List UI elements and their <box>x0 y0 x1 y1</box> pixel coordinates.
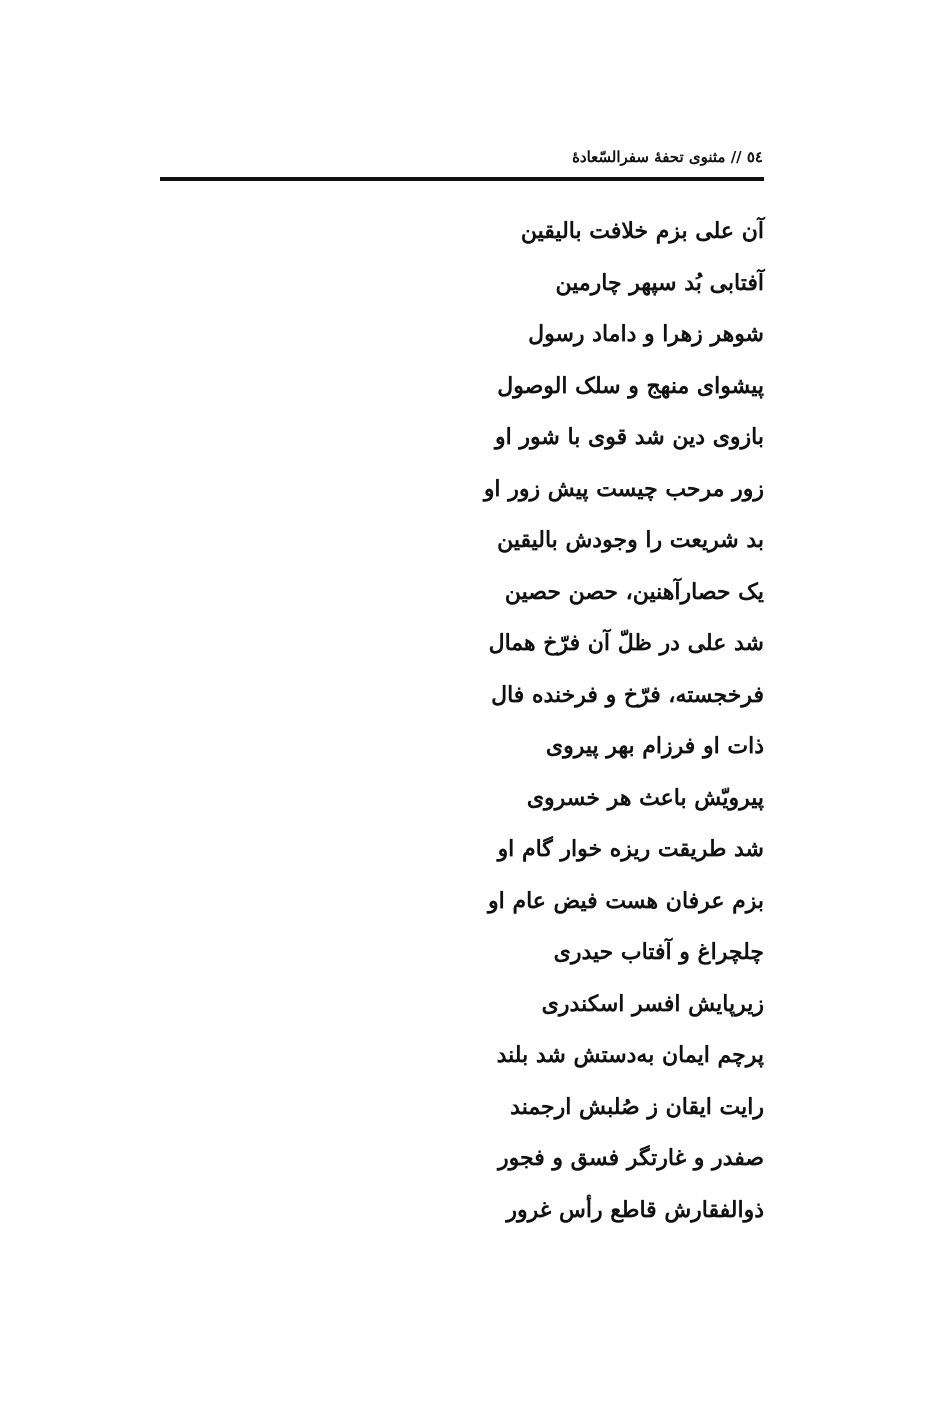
verse-line: بزم عرفان هست فیض عام او <box>488 887 764 914</box>
verse-line: زور مرحب چیست پیش زور او <box>483 475 764 502</box>
poem-body <box>160 206 764 1236</box>
header-rule <box>160 177 764 181</box>
verse-line: آفتابی بُد سپهر چارمین <box>555 269 764 296</box>
verse-line: پیشوای منهج و سلک الوصول <box>497 372 764 399</box>
verse-line: شد طریقت ریزه خوار گام او <box>497 836 764 862</box>
verse-line: بد شریعت را وجودش بالیقین <box>497 527 764 553</box>
verse-line: صفدر و غارتگر فسق و فجور <box>498 1145 764 1171</box>
verse-line: آن علی بزم خلافت بالیقین <box>520 218 764 244</box>
verse-line: شوهر زهرا و داماد رسول <box>528 321 764 347</box>
verse-line: پیرویّش باعث هر خسروی <box>526 784 764 811</box>
verse-line: زیرپایش افسر اسکندری <box>541 990 764 1017</box>
verse-line: ذات او فرزام بهر پیروی <box>545 733 764 759</box>
running-header: ٥٤ // مثنوی تحفهٔ سفرالسّعادهٔ <box>572 148 763 166</box>
verse-line: فرخجسته، فرّخ و فرخنده فال <box>491 681 764 708</box>
verse-line: بازوی دین شد قوی با شور او <box>495 424 764 450</box>
verse-line: یک حصارآهنین، حصن حصین <box>504 578 764 605</box>
verse-line: پرچم ایمان به‌دستش شد بلند <box>496 1042 764 1068</box>
verse-line: رایت ایقان ز صُلبش ارجمند <box>510 1093 764 1120</box>
verse-line: چلچراغ و آفتاب حیدری <box>553 939 764 965</box>
verse-line: ذوالفقارش قاطع رأس غرور <box>506 1196 764 1223</box>
verse-line: شد علی در ظلّ آن فرّخ همال <box>488 630 764 656</box>
